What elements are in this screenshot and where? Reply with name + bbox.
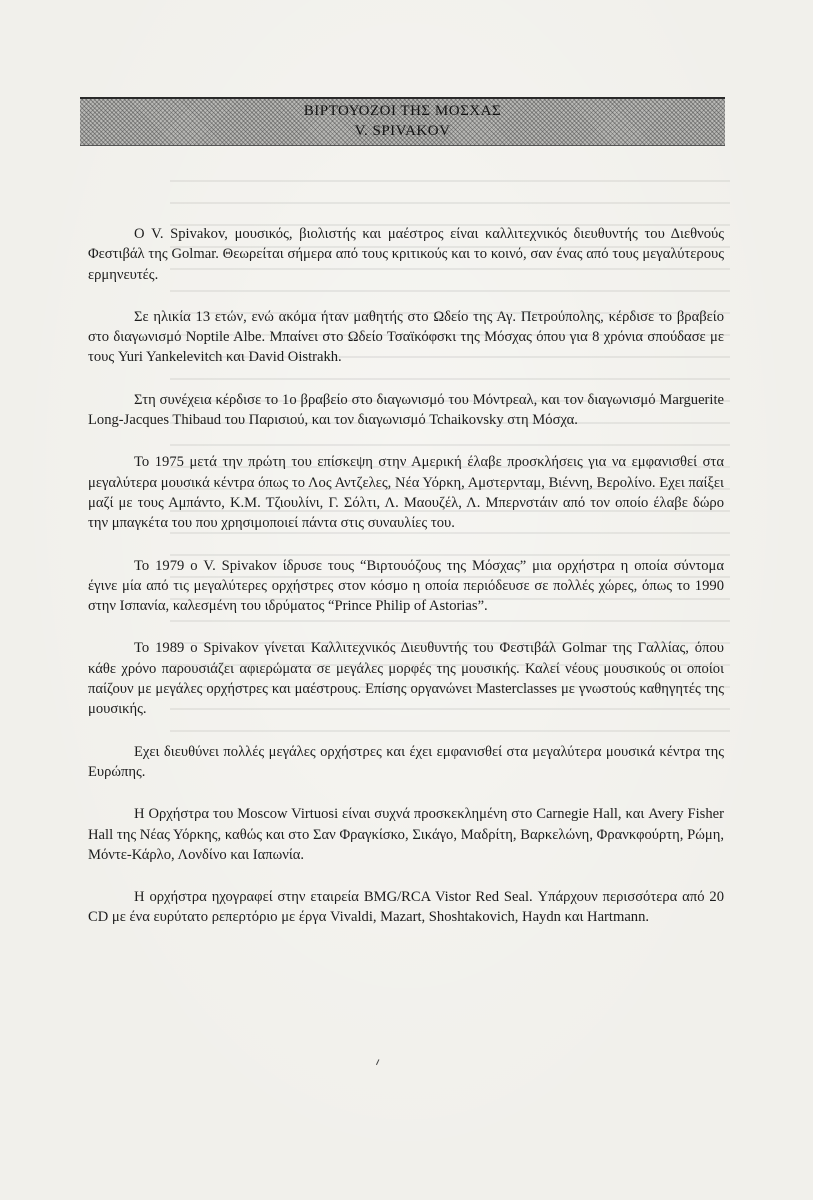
body-text: [88, 224, 724, 950]
paragraph-recordings: Η ορχήστρα ηχογραφεί στην εταιρεία BMG/RCA Vistor Red Seal. Υπάρχουν περισσότερα από 20 CD με ένα ευρύτατο ρεπερτόριο με έργα Vivaldi, Mazart, Shoshtakovich, Haydn και Hartmann.: [88, 889, 724, 926]
paragraph-venues: Η Ορχήστρα του Moscow Virtuosi είναι συχνά προσκεκλημένη στο Carnegie Hall, και Avery Fisher Hall της Νέας Υόρκης, καθώς και στο Σαν Φραγκίσκο, Σικάγο, Μαδρίτη, Βαρκελώνη, Φρανκφούρτη, Ρώμη, Μόντε-Κάρλο, Λονδίνο και Ιαπωνία.: [88, 806, 724, 863]
paragraph-intro: Ο V. Spivakov, μουσικός, βιολιστής και μαέστρος είναι καλλιτεχνικός διευθυντής του Διεθνούς Φεστιβάλ της Golmar. Θεωρείται σήμερα από τους κριτικούς και το κοινό, σαν ένας από τους μεγαλύτερους ερμηνευτές.: [88, 226, 724, 283]
paragraph-1975: Το 1975 μετά την πρώτη του επίσκεψη στην Αμερική έλαβε προσκλήσεις για να εμφανισθεί στα μεγαλύτερα μουσικά κέντρα όπως το Λος Αντζελες, Νέα Υόρκη, Αμστερνταμ, Βιέννη, Βερολίνο. Εχει παίξει μαζί με τους Αμπάντο, Κ.Μ. Τζιουλίνι, Γ. Σόλτι, Λ. Μαουζέλ, Λ. Μπερνστάιν από τον οποίο έλαβε δώρο την μπαγκέτα του που χρησιμοποιεί πάντα στις συναυλίες του.: [88, 454, 724, 532]
stray-pen-mark: [376, 1059, 383, 1067]
title-banner: [80, 97, 725, 146]
paragraph-early-years: Σε ηλικία 13 ετών, ενώ ακόμα ήταν μαθητής στο Ωδείο της Αγ. Πετρούπολης, κέρδισε το βραβείο στο διαγωνισμό Noptile Albe. Μπαίνει στο Ωδείο Τσαϊκόφσκι της Μόσχας όπου για 8 χρόνια σπούδασε με τους Yuri Yankelevitch και David Oistrakh.: [88, 308, 724, 366]
paragraph-1979: Το 1979 ο V. Spivakov ίδρυσε τους “Βιρτουόζους της Μόσχας” μια ορχήστρα η οποία σύντομα έγινε μία από τις μεγαλύτερες ορχήστρες στον κόσμο η οποία περιόδευσε σε πολλές χώρες, όπως το 1990 στην Ισπανία, καλεσμένη του ιδρύματος “Prince Philip of Astorias”.: [88, 557, 724, 615]
paragraph-1989: Το 1989 ο Spivakov γίνεται Καλλιτεχνικός Διευθυντής του Φεστιβάλ Golmar της Γαλλίας, όπου κάθε χρόνο παρουσιάζει αφιερώματα σε μεγάλες μορφές της μουσικής. Καλεί νέους μουσικούς οι οποίοι παίζουν με μεγάλες ορχήστρες και μαέστρους. Επίσης οργανώνει Masterclasses με γνωστούς καθηγητές της μουσικής.: [88, 640, 724, 718]
title-line-2: V. SPIVAKOV: [354, 123, 451, 139]
paragraph-europe: Εχει διευθύνει πολλές μεγάλες ορχήστρες και έχει εμφανισθεί στα μεγαλύτερα μουσικά κέντρα της Ευρώπης.: [88, 743, 724, 780]
title-line-1: ΒΙΡΤΟΥΟΖΟΙ ΤΗΣ ΜΟΣΧΑΣ: [303, 103, 502, 119]
paragraph-competitions: Στη συνέχεια κέρδισε το 1ο βραβείο στο διαγωνισμό του Μόντρεαλ, και τον διαγωνισμό Marguerite Long-Jacques Thibaud του Παρισιού, και τον διαγωνισμό Tchaikovsky στη Μόσχα.: [88, 391, 724, 429]
